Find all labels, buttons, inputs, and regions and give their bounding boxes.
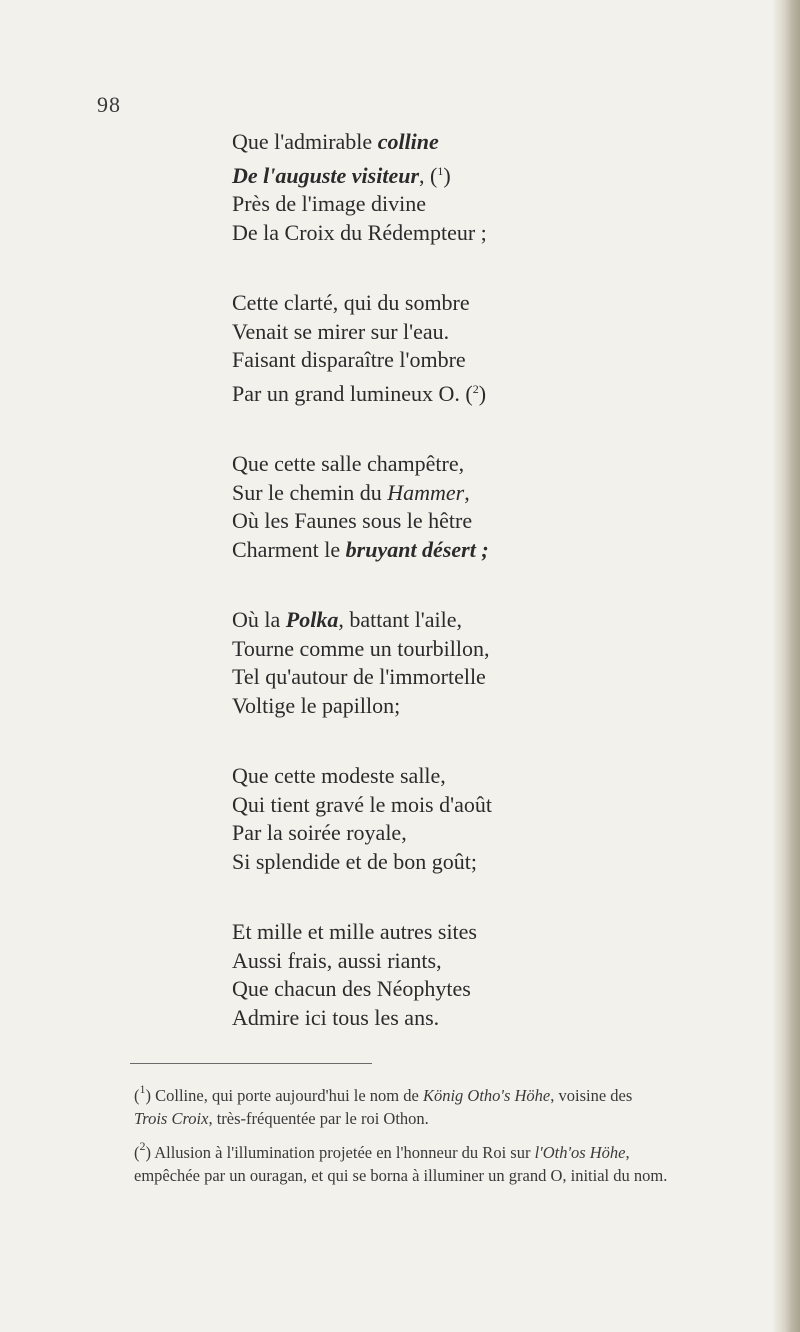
text-run: Trois Croix (134, 1109, 209, 1128)
footnote-separator (130, 1063, 372, 1064)
poem-line (232, 375, 692, 409)
text-run: bruyant désert ; (345, 536, 489, 562)
text-run: Qui tient gravé le mois d'août (232, 791, 492, 817)
text-run: Voltige le papillon; (232, 692, 401, 718)
poem-line (232, 848, 692, 877)
poem-line (232, 536, 692, 565)
poem-line (232, 918, 692, 947)
footnotes (134, 1078, 774, 1192)
poem-stanza (232, 128, 692, 247)
text-run: Charment le (232, 536, 346, 562)
text-run: 1 (437, 163, 444, 178)
text-run: Faisant disparaître l'ombre (232, 347, 466, 372)
text-run: Où la (232, 607, 286, 632)
footnote (134, 1078, 774, 1130)
text-run: Cette clarté, qui du sombre (232, 290, 470, 315)
text-run: De la Croix du Rédempteur ; (232, 219, 487, 245)
text-run: Si splendide et de bon goût; (232, 848, 478, 874)
poem (232, 128, 692, 1074)
text-run: ) (145, 1143, 155, 1162)
poem-stanza (232, 606, 692, 720)
text-run: ( (134, 1143, 140, 1162)
poem-line (232, 507, 692, 536)
text-run: , très-fréquentée par le roi Othon. (208, 1109, 429, 1128)
text-run: Tel qu'autour de l'immortelle (232, 664, 486, 689)
poem-line (232, 692, 692, 721)
text-run: Que cette salle champêtre, (232, 451, 465, 476)
text-run: Que chacun des Néophytes (232, 976, 471, 1001)
poem-stanza (232, 762, 692, 876)
poem-line (232, 479, 692, 508)
text-run: ) (478, 380, 487, 406)
text-run: ) (443, 162, 451, 188)
page-number: 98 (97, 92, 121, 117)
text-run: De l'auguste visiteur (232, 162, 420, 188)
text-run: empêchée par un ouragan, et qui se borna à illuminer un grand O, initial du nom. (134, 1166, 668, 1185)
text-run: Aussi frais, aussi riants, (232, 947, 442, 973)
poem-line (232, 791, 692, 820)
poem-line (232, 219, 692, 248)
text-run: Hammer (387, 479, 465, 505)
poem-stanza (232, 918, 692, 1032)
poem-line (232, 606, 692, 635)
poem-line (232, 289, 692, 318)
text-run: Que l'admirable (232, 129, 378, 154)
poem-line (232, 318, 692, 347)
text-run: Et mille et mille autres sites (232, 919, 477, 944)
text-run: ) (145, 1086, 156, 1105)
footnote-line (134, 1107, 774, 1130)
text-run: ( (134, 1086, 140, 1105)
text-run: Que cette modeste salle, (232, 763, 446, 788)
text-run: Sur le chemin du (232, 479, 388, 505)
poem-line (232, 157, 692, 191)
text-run: Admire ici tous les ans. (232, 1004, 440, 1030)
text-run: Par un grand lumineux O. ( (232, 380, 473, 406)
footnote (134, 1135, 774, 1187)
text-run: , voisine des (550, 1086, 633, 1105)
footnote-line (134, 1164, 774, 1187)
poem-line (232, 663, 692, 692)
text-run: König Otho's Höhe (422, 1086, 551, 1105)
text-run: Polka (285, 607, 339, 632)
footnote-line (134, 1078, 774, 1107)
poem-line (232, 975, 692, 1004)
page-edge-shadow (772, 0, 800, 1332)
poem-line (232, 762, 692, 791)
text-run: , ( (419, 162, 438, 188)
poem-line (232, 346, 692, 375)
text-run: 1 (139, 1082, 146, 1096)
poem-line (232, 190, 692, 219)
text-run: Par la soirée royale, (232, 820, 407, 845)
poem-line (232, 128, 692, 157)
poem-line (232, 947, 692, 976)
footnote-line (134, 1135, 774, 1164)
poem-stanza (232, 450, 692, 564)
text-run: Tourne comme un tourbillon, (232, 635, 490, 661)
text-run: 2 (139, 1139, 146, 1153)
poem-line (232, 819, 692, 848)
poem-line (232, 450, 692, 479)
text-run: , battant l'aile, (338, 607, 463, 632)
text-run: , (464, 479, 470, 505)
text-run: Venait se mirer sur l'eau. (232, 318, 450, 344)
text-run: colline (377, 129, 439, 154)
poem-stanza (232, 289, 692, 408)
poem-line (232, 1004, 692, 1033)
poem-line (232, 635, 692, 664)
text-run: Colline, qui porte aujourd'hui le nom de (155, 1086, 423, 1105)
text-run: Allusion à l'illumination projetée en l'honneur du Roi sur (154, 1143, 535, 1162)
text-run: Où les Faunes sous le hêtre (232, 508, 473, 533)
text-run: Près de l'image divine (232, 191, 426, 216)
text-run: 2 (472, 381, 479, 396)
text-run: , (625, 1143, 630, 1162)
text-run: l'Oth'os Höhe (534, 1143, 626, 1162)
